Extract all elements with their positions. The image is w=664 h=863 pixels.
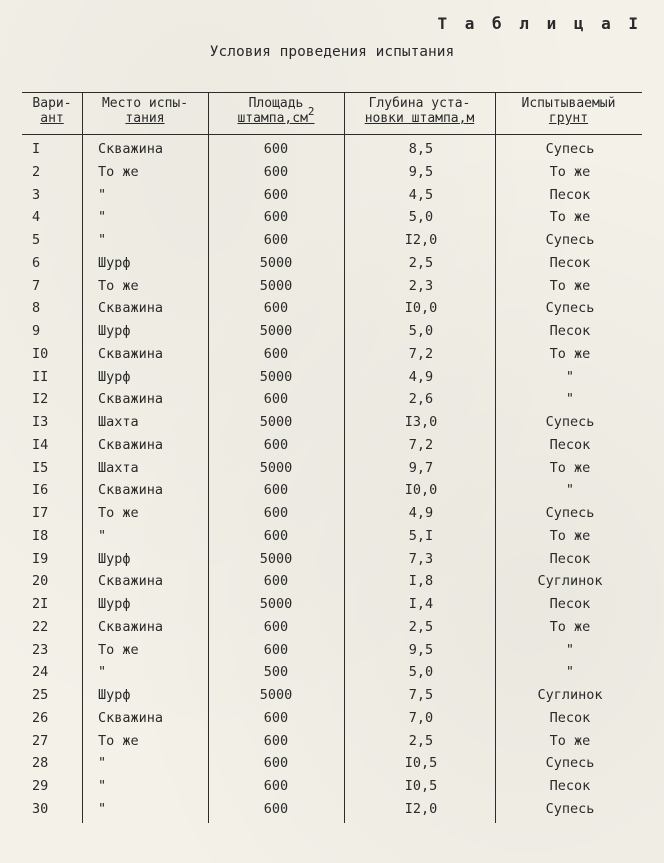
soil-cell: Песок [549,550,591,567]
place-cell: То же [98,505,139,521]
header-depth [344,96,495,134]
soil-cell: Супесь [545,232,595,248]
place-cell: Скважина [98,709,164,726]
variant-cell: I3 [32,414,49,430]
soil-cell: То же [549,209,591,226]
place-cell: Шурф [98,254,131,271]
variant-cell: 4 [32,209,41,226]
table-row [22,752,642,775]
soil-cell: Песок [549,709,591,726]
soil-cell: Супесь [545,414,595,430]
soil-cell: Супесь [545,141,595,157]
table-row [22,275,642,298]
area-cell: 5000 [259,277,293,294]
table-top-rule [22,92,642,93]
variant-cell: 20 [32,573,49,590]
place-cell: Шурф [98,687,131,703]
variant-cell: 24 [32,664,49,681]
soil-cell: Песок [549,596,591,612]
header-soil-line2: грунт [548,111,589,126]
table-row [22,570,642,593]
variant-cell: I2 [32,391,49,408]
depth-cell: I0,5 [404,778,438,794]
place-cell: Шурф [98,596,131,612]
table-caption: Условия проведения испытания [209,44,455,60]
area-cell: 600 [263,709,289,726]
area-cell: 500 [263,664,289,681]
table-row [22,730,642,753]
table-row [22,411,642,434]
variant-cell: 8 [32,300,41,317]
place-cell: Скважина [98,618,164,635]
depth-cell: I,4 [408,596,434,612]
area-cell: 600 [263,186,289,203]
soil-cell: " [565,368,575,385]
variant-cell: I9 [32,550,49,567]
table-row [22,366,642,389]
soil-cell: Супесь [545,755,595,772]
area-cell: 600 [263,732,289,749]
header-area [208,96,344,134]
depth-cell: 2,5 [408,254,434,271]
table-row [22,707,642,730]
header-variant-line1: Вари- [32,96,72,111]
depth-cell: I2,0 [404,232,438,248]
area-cell: 600 [263,232,289,248]
depth-cell: 7,5 [408,687,434,703]
soil-cell: Суглинок [537,573,603,590]
area-cell: 600 [263,618,289,635]
area-cell: 5000 [259,687,293,703]
depth-cell: 5,0 [408,323,434,339]
variant-cell: 27 [32,732,49,749]
depth-cell: 2,3 [408,277,434,294]
table-label: Т а б л и ц а I [437,14,642,33]
variant-cell: 6 [32,254,41,271]
variant-cell: 5 [32,232,41,248]
place-cell: " [98,664,107,681]
area-cell: 5000 [259,323,293,339]
area-cell: 5000 [259,596,293,612]
table-row [22,297,642,320]
place-cell: То же [98,277,139,294]
depth-cell: I3,0 [404,414,438,430]
area-cell: 600 [263,641,289,658]
place-cell: Скважина [98,391,164,408]
table-row [22,525,642,548]
place-cell: " [98,232,107,248]
header-variant-line2: ант [40,111,64,126]
variant-cell: 28 [32,755,49,772]
variant-cell: 30 [32,800,49,817]
area-cell: 5000 [259,414,293,430]
depth-cell: 7,0 [408,709,434,726]
area-cell: 600 [263,141,289,157]
area-cell: 600 [263,482,289,499]
soil-cell: Песок [549,323,591,339]
variant-cell: I8 [32,527,49,544]
place-cell: " [98,186,107,203]
header-area-unit: штампа,см [237,111,308,126]
place-cell: Шурф [98,323,131,339]
area-cell: 600 [263,436,289,453]
depth-cell: I,8 [408,573,434,590]
table-row [22,548,642,571]
depth-cell: 8,5 [408,141,434,157]
place-cell: " [98,800,107,817]
place-cell: " [98,527,107,544]
depth-cell: 2,5 [408,732,434,749]
soil-cell: То же [549,345,591,362]
depth-cell: 2,6 [408,391,434,408]
place-cell: Скважина [98,141,164,157]
variant-cell: II [32,368,49,385]
soil-cell: " [565,664,575,681]
header-place-line1: Место испы- [101,96,189,111]
header-soil [495,96,642,134]
area-cell: 600 [263,209,289,226]
soil-cell: " [565,482,575,499]
table-row [22,661,642,684]
area-cell: 600 [263,391,289,408]
depth-cell: I0,0 [404,300,438,317]
variant-cell: I0 [32,345,49,362]
header-place-line2: тания [125,111,165,126]
place-cell: " [98,209,107,226]
table-row [22,343,642,366]
variant-cell: I6 [32,482,49,499]
depth-cell: 4,5 [408,186,434,203]
header-variant [22,96,82,134]
depth-cell: 5,0 [408,209,434,226]
variant-cell: I [32,141,41,157]
area-cell: 5000 [259,254,293,271]
depth-cell: 9,5 [408,163,434,180]
soil-cell: Песок [549,254,591,271]
depth-cell: 5,I [408,527,434,544]
table-row [22,798,642,821]
table-row [22,138,642,161]
header-depth-line1: Глубина уста- [368,96,471,111]
table-row [22,616,642,639]
depth-cell: 5,0 [408,664,434,681]
variant-cell: 29 [32,778,49,794]
place-cell: То же [98,641,139,658]
table-row [22,434,642,457]
area-cell: 600 [263,505,289,521]
table-row [22,479,642,502]
table-row [22,684,642,707]
soil-cell: Суглинок [537,687,603,703]
header-area-line1: Площадь [248,96,304,111]
place-cell: Шурф [98,368,131,385]
variant-cell: 7 [32,277,41,294]
place-cell: Скважина [98,436,164,453]
table-row [22,252,642,275]
place-cell: Скважина [98,300,164,317]
header-area-line2 [208,105,344,126]
variant-cell: 23 [32,641,49,658]
depth-cell: I0,5 [404,755,438,772]
soil-cell: То же [549,527,591,544]
table-row [22,206,642,229]
variant-cell: 2I [32,596,49,612]
soil-cell: Супесь [545,800,595,817]
place-cell: То же [98,732,139,749]
place-cell: Скважина [98,482,164,499]
table-row [22,229,642,252]
header-place [82,96,208,134]
variant-cell: 9 [32,323,41,339]
header-bottom-rule [22,134,642,135]
area-cell: 600 [263,163,289,180]
place-cell: Шахта [98,414,139,430]
depth-cell: 4,9 [408,368,434,385]
soil-cell: То же [549,618,591,635]
place-cell: Скважина [98,345,164,362]
variant-cell: 25 [32,687,49,703]
variant-cell: 26 [32,709,49,726]
place-cell: Шахта [98,459,139,476]
variant-cell: I5 [32,459,49,476]
depth-cell: 7,2 [408,345,434,362]
table-row [22,639,642,662]
soil-cell: Песок [549,186,591,203]
depth-cell: 9,5 [408,641,434,658]
variant-cell: I4 [32,436,49,453]
table-row [22,388,642,411]
soil-cell: " [565,641,575,658]
table-row [22,593,642,616]
table-body [22,138,642,821]
area-cell: 600 [263,755,289,772]
soil-cell: То же [549,459,591,476]
variant-cell: 22 [32,618,49,635]
soil-cell: " [565,391,575,408]
soil-cell: Песок [549,778,591,794]
table-row [22,161,642,184]
place-cell: То же [98,163,139,180]
table-row [22,775,642,798]
depth-cell: 7,3 [408,550,434,567]
area-cell: 600 [263,527,289,544]
depth-cell: I0,0 [404,482,438,499]
soil-cell: То же [549,163,591,180]
soil-cell: Супесь [545,300,595,317]
header-soil-line1: Испытываемый [521,96,616,111]
variant-cell: I7 [32,505,49,521]
place-cell: Скважина [98,573,164,590]
depth-cell: 9,7 [408,459,434,476]
table-row [22,320,642,343]
table-row [22,184,642,207]
depth-cell: 4,9 [408,505,434,521]
area-cell: 600 [263,573,289,590]
area-cell: 600 [263,800,289,817]
variant-cell: 3 [32,186,41,203]
table-row [22,502,642,525]
area-cell: 600 [263,300,289,317]
area-cell: 5000 [259,459,293,476]
place-cell: " [98,778,107,794]
soil-cell: То же [549,732,591,749]
area-cell: 5000 [259,368,293,385]
place-cell: Шурф [98,550,131,567]
variant-cell: 2 [32,163,41,180]
depth-cell: 2,5 [408,618,434,635]
depth-cell: I2,0 [404,800,438,817]
header-area-superscript: 2 [307,105,315,118]
soil-cell: То же [549,277,591,294]
table-row [22,457,642,480]
area-cell: 5000 [259,550,293,567]
data-table [22,92,642,824]
place-cell: " [98,755,107,772]
area-cell: 600 [263,345,289,362]
area-cell: 600 [263,778,289,794]
soil-cell: Супесь [545,505,595,521]
depth-cell: 7,2 [408,436,434,453]
header-depth-line2: новки штампа,м [364,111,475,126]
soil-cell: Песок [549,436,591,453]
